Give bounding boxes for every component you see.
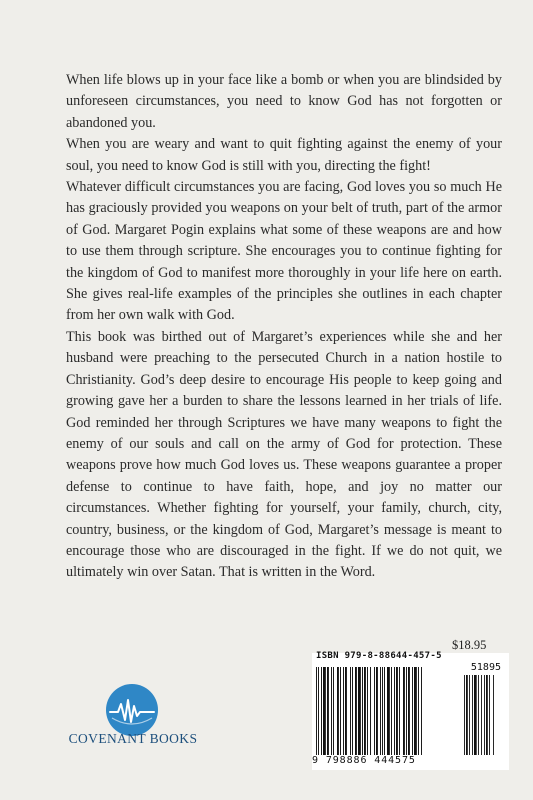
paragraph: Whatever difficult circumstances you are facing, God loves you so much He has graciously provided you weapons on your belt of truth, part of the armor of God. Margaret Pogin explains what some of these weapons are and how to use them through scripture. She encourages you to continue fighting for the kingdom of God to manifest more thoroughly in your life here on earth. She gives real-life examples of the principles she outlines in each chapter from her own walk with God. — [66, 179, 502, 324]
paragraph: When life blows up in your face like a bomb or when you are blindsided by unforeseen circumstances, you need to know God has not forgotten or abandoned you. — [66, 72, 502, 131]
paragraph: When you are weary and want to quit fighting against the enemy of your soul, you need to know God is still with you, directing the fight! — [66, 136, 502, 174]
barcode-addon-bars — [464, 675, 502, 755]
blurb-text — [66, 70, 502, 584]
price-label: $18.95 — [452, 638, 487, 652]
paragraph: This book was birthed out of Margaret’s experiences while she and her husband were preaching to the persecuted Church in a nation hostile to Christianity. God’s deep desire to encourage His people to keep going and growing gave her a burden to share the lessons learned in her trials of life. God reminded her through Scriptures we have many weapons to fight the enemy of our souls and call on the army of God for protection. These weapons prove how much God loves us. These weapons guarantee a proper defense to continue to have faith, hope, and joy no matter our circumstances. Whether fighting for yourself, your family, church, city, country, business, or the kingdom of God, Margaret’s message is meant to encourage those who are discouraged in the fight. If we do not quit, we ultimately win over Satan. That is written in the Word. — [66, 328, 502, 581]
publisher-name: COVENANT BOOKS — [68, 731, 198, 746]
barcode — [312, 653, 509, 770]
isbn-label: ISBN 979-8-88644-457-5 — [316, 651, 442, 661]
covenant-circle-logo-icon — [104, 682, 160, 738]
barcode-addon-digits: 51895 — [470, 662, 501, 673]
barcode-digits: 9 798886 444575 — [312, 755, 416, 766]
barcode-main-bars — [316, 667, 456, 755]
